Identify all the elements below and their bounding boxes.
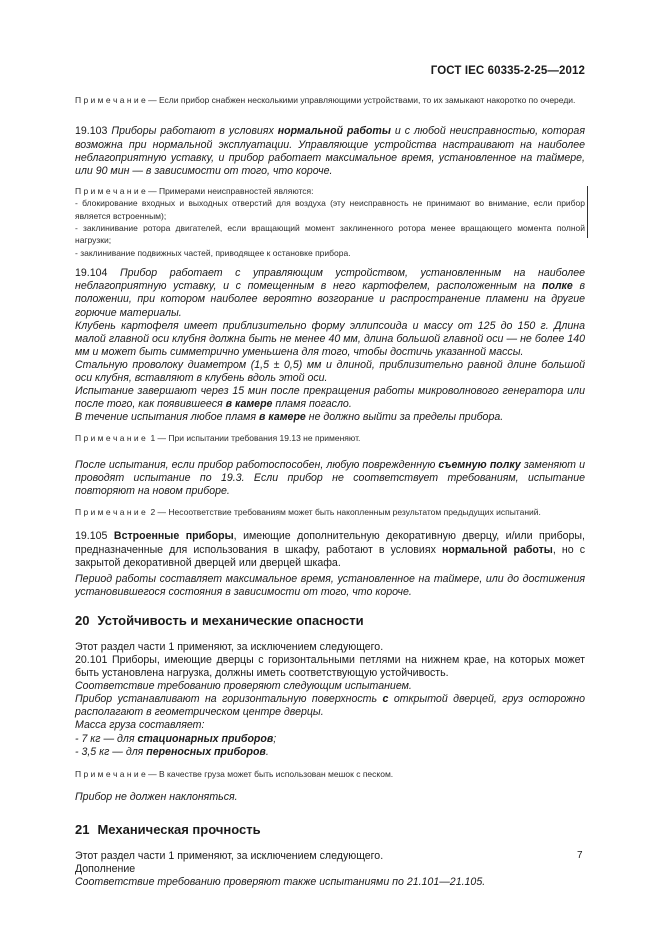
- test-end-paragraph: [75, 385, 585, 411]
- note-list-item: - заклинивание ротора двигателей, если вращающий момент заклиненного ротора менее вращающего момента полной нагрузки;: [75, 223, 585, 246]
- section-20-intro: Этот раздел части 1 применяют, за исключением следующего.: [75, 640, 384, 653]
- note-1: [75, 432, 585, 444]
- potato-paragraph: Клубень картофеля имеет приблизительно форму эллипсоида и массу от 125 до 150 г. Длина малой главной оси клубня должна быть не менее 40 мм, длина большой главной оси — не более 140 мм и может быть симметрично уменьшена для того, чтобы достичь указанной массы.: [75, 319, 585, 358]
- no-tilt-paragraph: Прибор не должен наклоняться.: [75, 791, 238, 804]
- section-number: 20: [75, 612, 90, 628]
- mass-item-stationary: [75, 733, 585, 746]
- text: - 7 кг — для: [75, 732, 138, 745]
- page-content: [75, 94, 585, 890]
- section-21-intro: Этот раздел части 1 применяют, за исключением следующего.: [75, 850, 384, 863]
- clause-number: 19.105: [75, 530, 114, 543]
- note-label: П р и м е ч а н и е: [75, 95, 146, 105]
- clause-number: 19.103: [75, 125, 112, 138]
- clause-text: в положении, при котором наиболее вероятно возгорание и распространение пламени на другие горючие материалы.: [75, 280, 585, 319]
- note-sandbag: [75, 768, 585, 780]
- text: заменяют и проводят испытание по 19.3. Если прибор не соответствует требованиям, испытание повторяют на новом приборе.: [75, 458, 585, 497]
- text: ;: [273, 732, 277, 745]
- note-text: — В качестве груза может быть использован мешок с песком.: [145, 768, 394, 779]
- clause-19-105: [75, 530, 585, 569]
- note-label: П р и м е ч а н и е: [75, 768, 146, 779]
- placement-paragraph: [75, 693, 585, 719]
- note-list-item: - блокирование входных и выходных отверстий для воздуха (эту неисправность не принимают во внимание, если прибор является встроенным);: [75, 198, 585, 221]
- clause-text: Прибор работает с управляющим устройством, установленным на наиболее неблагоприятную уставку, и с помещенным в него картофелем, расположенным на: [75, 267, 585, 293]
- note-label: П р и м е ч а н и е 1: [75, 433, 156, 444]
- text: Прибор устанавливают на горизонтальную поверхность: [75, 693, 383, 706]
- clause-text: Приборы работают в условиях: [111, 125, 278, 138]
- change-bar: [587, 186, 588, 238]
- text: После испытания, если прибор работоспособен, любую поврежденную: [75, 458, 439, 471]
- note-text: — При испытании требования 19.13 не применяют.: [155, 433, 361, 444]
- text: пламя погасло.: [272, 398, 352, 411]
- note-fault-examples: [75, 185, 585, 197]
- note-label: П р и м е ч а н и е: [75, 185, 146, 196]
- clause-text: , но с закрытой декоративной дверцей или дверцей шкафа.: [75, 543, 585, 569]
- period-paragraph: Период работы составляет максимальное время, установленное на таймере, или до достижения установившегося состояния в зависимости от того, что короче.: [75, 572, 585, 598]
- text: открытой дверцей, груз осторожно располагают в геометрическом центре дверцы.: [75, 693, 585, 719]
- section-21-heading: [75, 822, 585, 838]
- section-20-heading: [75, 613, 585, 629]
- term-cavity: в камере: [258, 411, 306, 424]
- clause-19-103: [75, 125, 585, 177]
- standard-header: ГОСТ IEC 60335-2-25—2012: [430, 65, 585, 77]
- text: .: [265, 745, 269, 758]
- clause-text: , имеющие дополнительную декоративную дверцу, и/или приборы, предназначенные для использования в шкафу, работают в условиях: [75, 530, 585, 556]
- note-text: — Примерами неисправностей являются:: [145, 185, 314, 196]
- after-test-paragraph: [75, 459, 585, 498]
- term-shelf: полке: [542, 280, 573, 293]
- term-normal-operation: нормальной работы: [441, 543, 553, 556]
- compliance-check: Соответствие требованию проверяют следующим испытанием.: [75, 680, 412, 693]
- section-21-check: Соответствие требованию проверяют также испытаниями по 21.101—21.105.: [75, 876, 486, 889]
- text: не должно выйти за пределы прибора.: [305, 411, 504, 424]
- flame-paragraph: [75, 411, 585, 424]
- clause-19-104: [75, 267, 585, 319]
- section-title: Устойчивость и механические опасности: [97, 612, 364, 628]
- mass-item-portable: [75, 746, 585, 759]
- clause-number: 19.104: [75, 267, 120, 280]
- mass-paragraph: Масса груза составляет:: [75, 719, 205, 732]
- term-removable-shelf: съемную полку: [438, 458, 521, 471]
- text: В течение испытания любое пламя: [75, 411, 259, 424]
- addition-label: Дополнение: [75, 863, 136, 876]
- term-stationary: стационарных приборов: [137, 732, 274, 745]
- note-multiple-controls: [75, 94, 585, 106]
- note-list-item: - заклинивание подвижных частей, приводящее к остановке прибора.: [75, 247, 351, 258]
- term-cavity: в камере: [225, 398, 273, 411]
- clause-20-101: 20.101 Приборы, имеющие дверцы с горизонтальными петлями на нижнем крае, на которых может быть установлена нагрузка, должны иметь соответствующую устойчивость.: [75, 654, 585, 680]
- term-built-in: Встроенные приборы: [113, 530, 234, 543]
- text: Испытание завершают через 15 мин после прекращения работы микроволнового генератора или после того, как появившееся: [75, 385, 585, 411]
- text: - 3,5 кг — для: [75, 745, 147, 758]
- note-text: — Несоответствие требованиям может быть накопленным результатом предыдущих испытаний.: [155, 507, 541, 518]
- text: с: [382, 693, 389, 706]
- clause-text: и с любой неисправностью, которая возможна при нормальной эксплуатации. Управляющие устройства настраивают на наиболее неблагоприятную уставку, и прибор работает максимальное время, установленное на таймере, или 90 мин — в зависимости от того, что короче.: [75, 125, 585, 177]
- section-title: Механическая прочность: [97, 822, 261, 838]
- section-number: 21: [75, 822, 90, 838]
- note-2: [75, 506, 585, 518]
- term-portable: переносных приборов: [146, 745, 266, 758]
- note-text: — Если прибор снабжен несколькими управляющими устройствами, то их замыкают накоротко по очереди.: [145, 95, 576, 105]
- page-number: 7: [577, 850, 583, 861]
- term-normal-operation: нормальной работы: [277, 125, 391, 138]
- wire-paragraph: Стальную проволоку диаметром (1,5 ± 0,5) мм и длиной, приблизительно равной длине большой оси клубня, вставляют в клубень вдоль этой оси.: [75, 358, 585, 384]
- note-label: П р и м е ч а н и е 2: [75, 507, 156, 518]
